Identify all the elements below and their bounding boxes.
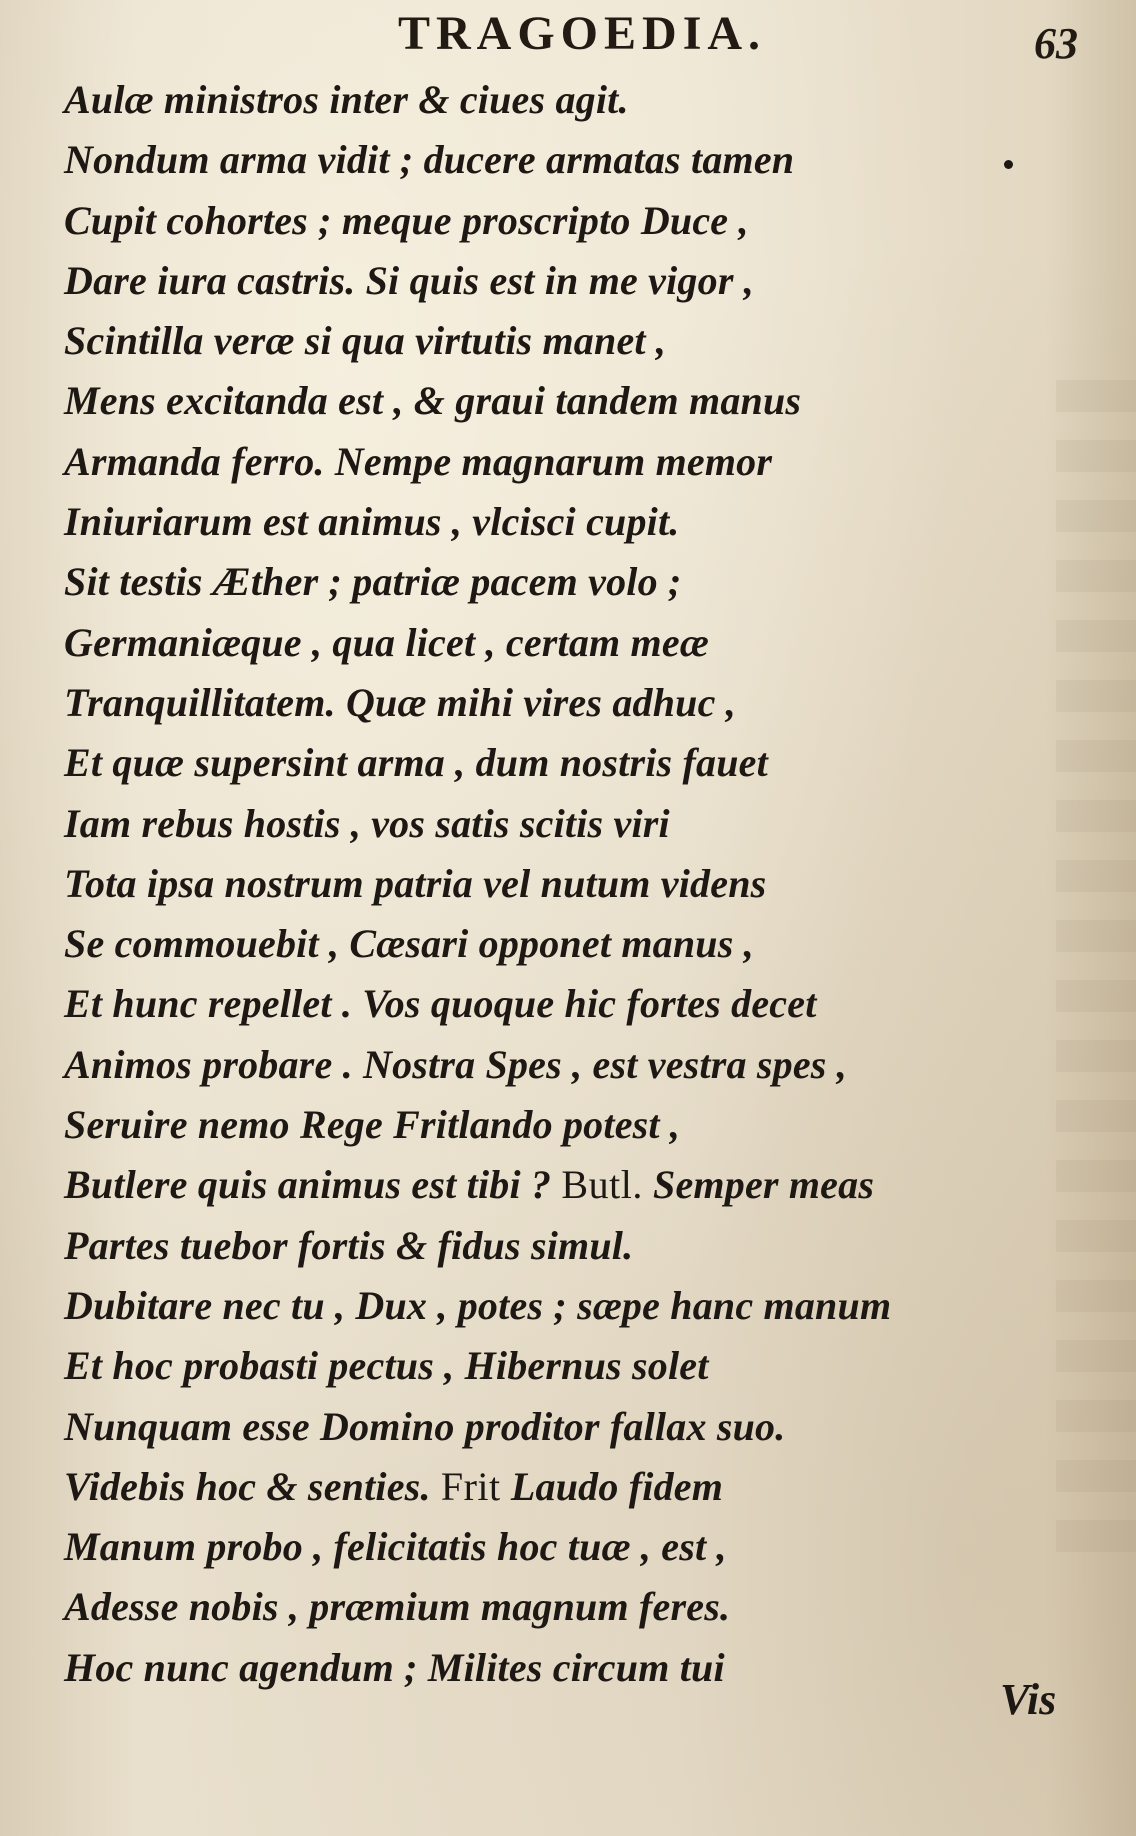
verse-line xyxy=(64,1276,1024,1336)
verse-text: Butlere quis animus est tibi ? xyxy=(64,1162,562,1208)
verse-text: Germaniæque , qua licet , certam meæ xyxy=(64,619,709,665)
verse-line xyxy=(64,974,1024,1034)
verse-line xyxy=(64,1577,1024,1637)
verse-text: Iniuriarum est animus , vlcisci cupit. xyxy=(64,499,680,545)
verse-text: Adesse nobis , præmium magnum feres. xyxy=(64,1584,731,1630)
verse-text: Cupit cohortes ; meque proscripto Duce , xyxy=(64,197,749,243)
verse-text: Et hunc repellet . Vos quoque hic fortes decet xyxy=(64,981,817,1027)
verse-line xyxy=(64,311,1024,371)
verse-line xyxy=(64,251,1024,311)
running-head: TRAGOEDIA. xyxy=(398,7,767,60)
verse-line xyxy=(64,552,1024,612)
verse-line xyxy=(64,613,1024,673)
verse-line xyxy=(64,1517,1024,1577)
verse-text: Manum probo , felicitatis hoc tuæ , est , xyxy=(64,1524,727,1570)
verse-text: Animos probare . Nostra Spes , est vestra spes , xyxy=(64,1041,847,1087)
verse-text: Et quæ supersint arma , dum nostris fauet xyxy=(64,740,768,786)
verse-line xyxy=(64,1638,1024,1698)
catchword: Vis xyxy=(1000,1675,1057,1724)
verse-text: Mens excitanda est , & graui tandem manus xyxy=(64,378,802,424)
verse-line xyxy=(64,914,1024,974)
verse-text: Dubitare nec tu , Dux , potes ; sæpe hanc manum xyxy=(64,1282,892,1328)
verse-line xyxy=(64,492,1024,552)
verse-line xyxy=(64,371,1024,431)
speaker-label: Butl. xyxy=(561,1162,643,1208)
verse-line xyxy=(64,70,1024,130)
verse-line xyxy=(64,432,1024,492)
verse-text: Videbis hoc & senties. xyxy=(64,1463,441,1509)
verse-line xyxy=(64,1397,1024,1457)
page-number: 63 xyxy=(1034,19,1078,68)
verse-line xyxy=(64,1216,1024,1276)
verse-text: Semper meas xyxy=(642,1162,875,1208)
verse-text: Hoc nunc agendum ; Milites circum tui xyxy=(64,1644,725,1690)
verse-text: Aulæ ministros inter & ciues agit. xyxy=(64,77,629,122)
verse-text: Tota ipsa nostrum patria vel nutum videns xyxy=(64,860,767,906)
verse-block xyxy=(64,70,1024,1698)
printer-mark xyxy=(1004,160,1013,169)
verse-line xyxy=(64,1155,1024,1215)
verse-line xyxy=(64,1035,1024,1095)
verse-line xyxy=(64,130,1024,190)
verse-text: Se commouebit , Cæsari opponet manus , xyxy=(64,921,754,967)
verse-text: Nondum arma vidit ; ducere armatas tamen xyxy=(64,137,795,183)
verse-text: Partes tuebor fortis & fidus simul. xyxy=(64,1222,634,1268)
verse-text: Sit testis Æther ; patriæ pacem volo ; xyxy=(64,559,682,605)
verse-line xyxy=(64,733,1024,793)
verse-text: Tranquillitatem. Quæ mihi vires adhuc , xyxy=(64,679,736,725)
verse-line xyxy=(64,1457,1024,1517)
verse-text: Laudo fidem xyxy=(500,1463,724,1509)
verse-text: Iam rebus hostis , vos satis scitis viri xyxy=(64,800,670,846)
verse-line xyxy=(64,854,1024,914)
verse-text: Armanda ferro. Nempe magnarum memor xyxy=(64,438,773,484)
speaker-label: Frit xyxy=(440,1463,501,1509)
verse-text: Et hoc probasti pectus , Hibernus solet xyxy=(64,1343,709,1389)
verse-line xyxy=(64,191,1024,251)
verse-text: Nunquam esse Domino proditor fallax suo. xyxy=(64,1403,786,1449)
verse-line xyxy=(64,673,1024,733)
verse-line xyxy=(64,1336,1024,1396)
verse-text: Seruire nemo Rege Fritlando potest , xyxy=(64,1102,681,1148)
verse-line xyxy=(64,794,1024,854)
verse-text: Scintilla veræ si qua virtutis manet , xyxy=(64,318,667,364)
verse-line xyxy=(64,1095,1024,1155)
show-through-shadow xyxy=(1056,380,1136,1580)
verse-text: Dare iura castris. Si quis est in me vigor , xyxy=(64,257,754,303)
